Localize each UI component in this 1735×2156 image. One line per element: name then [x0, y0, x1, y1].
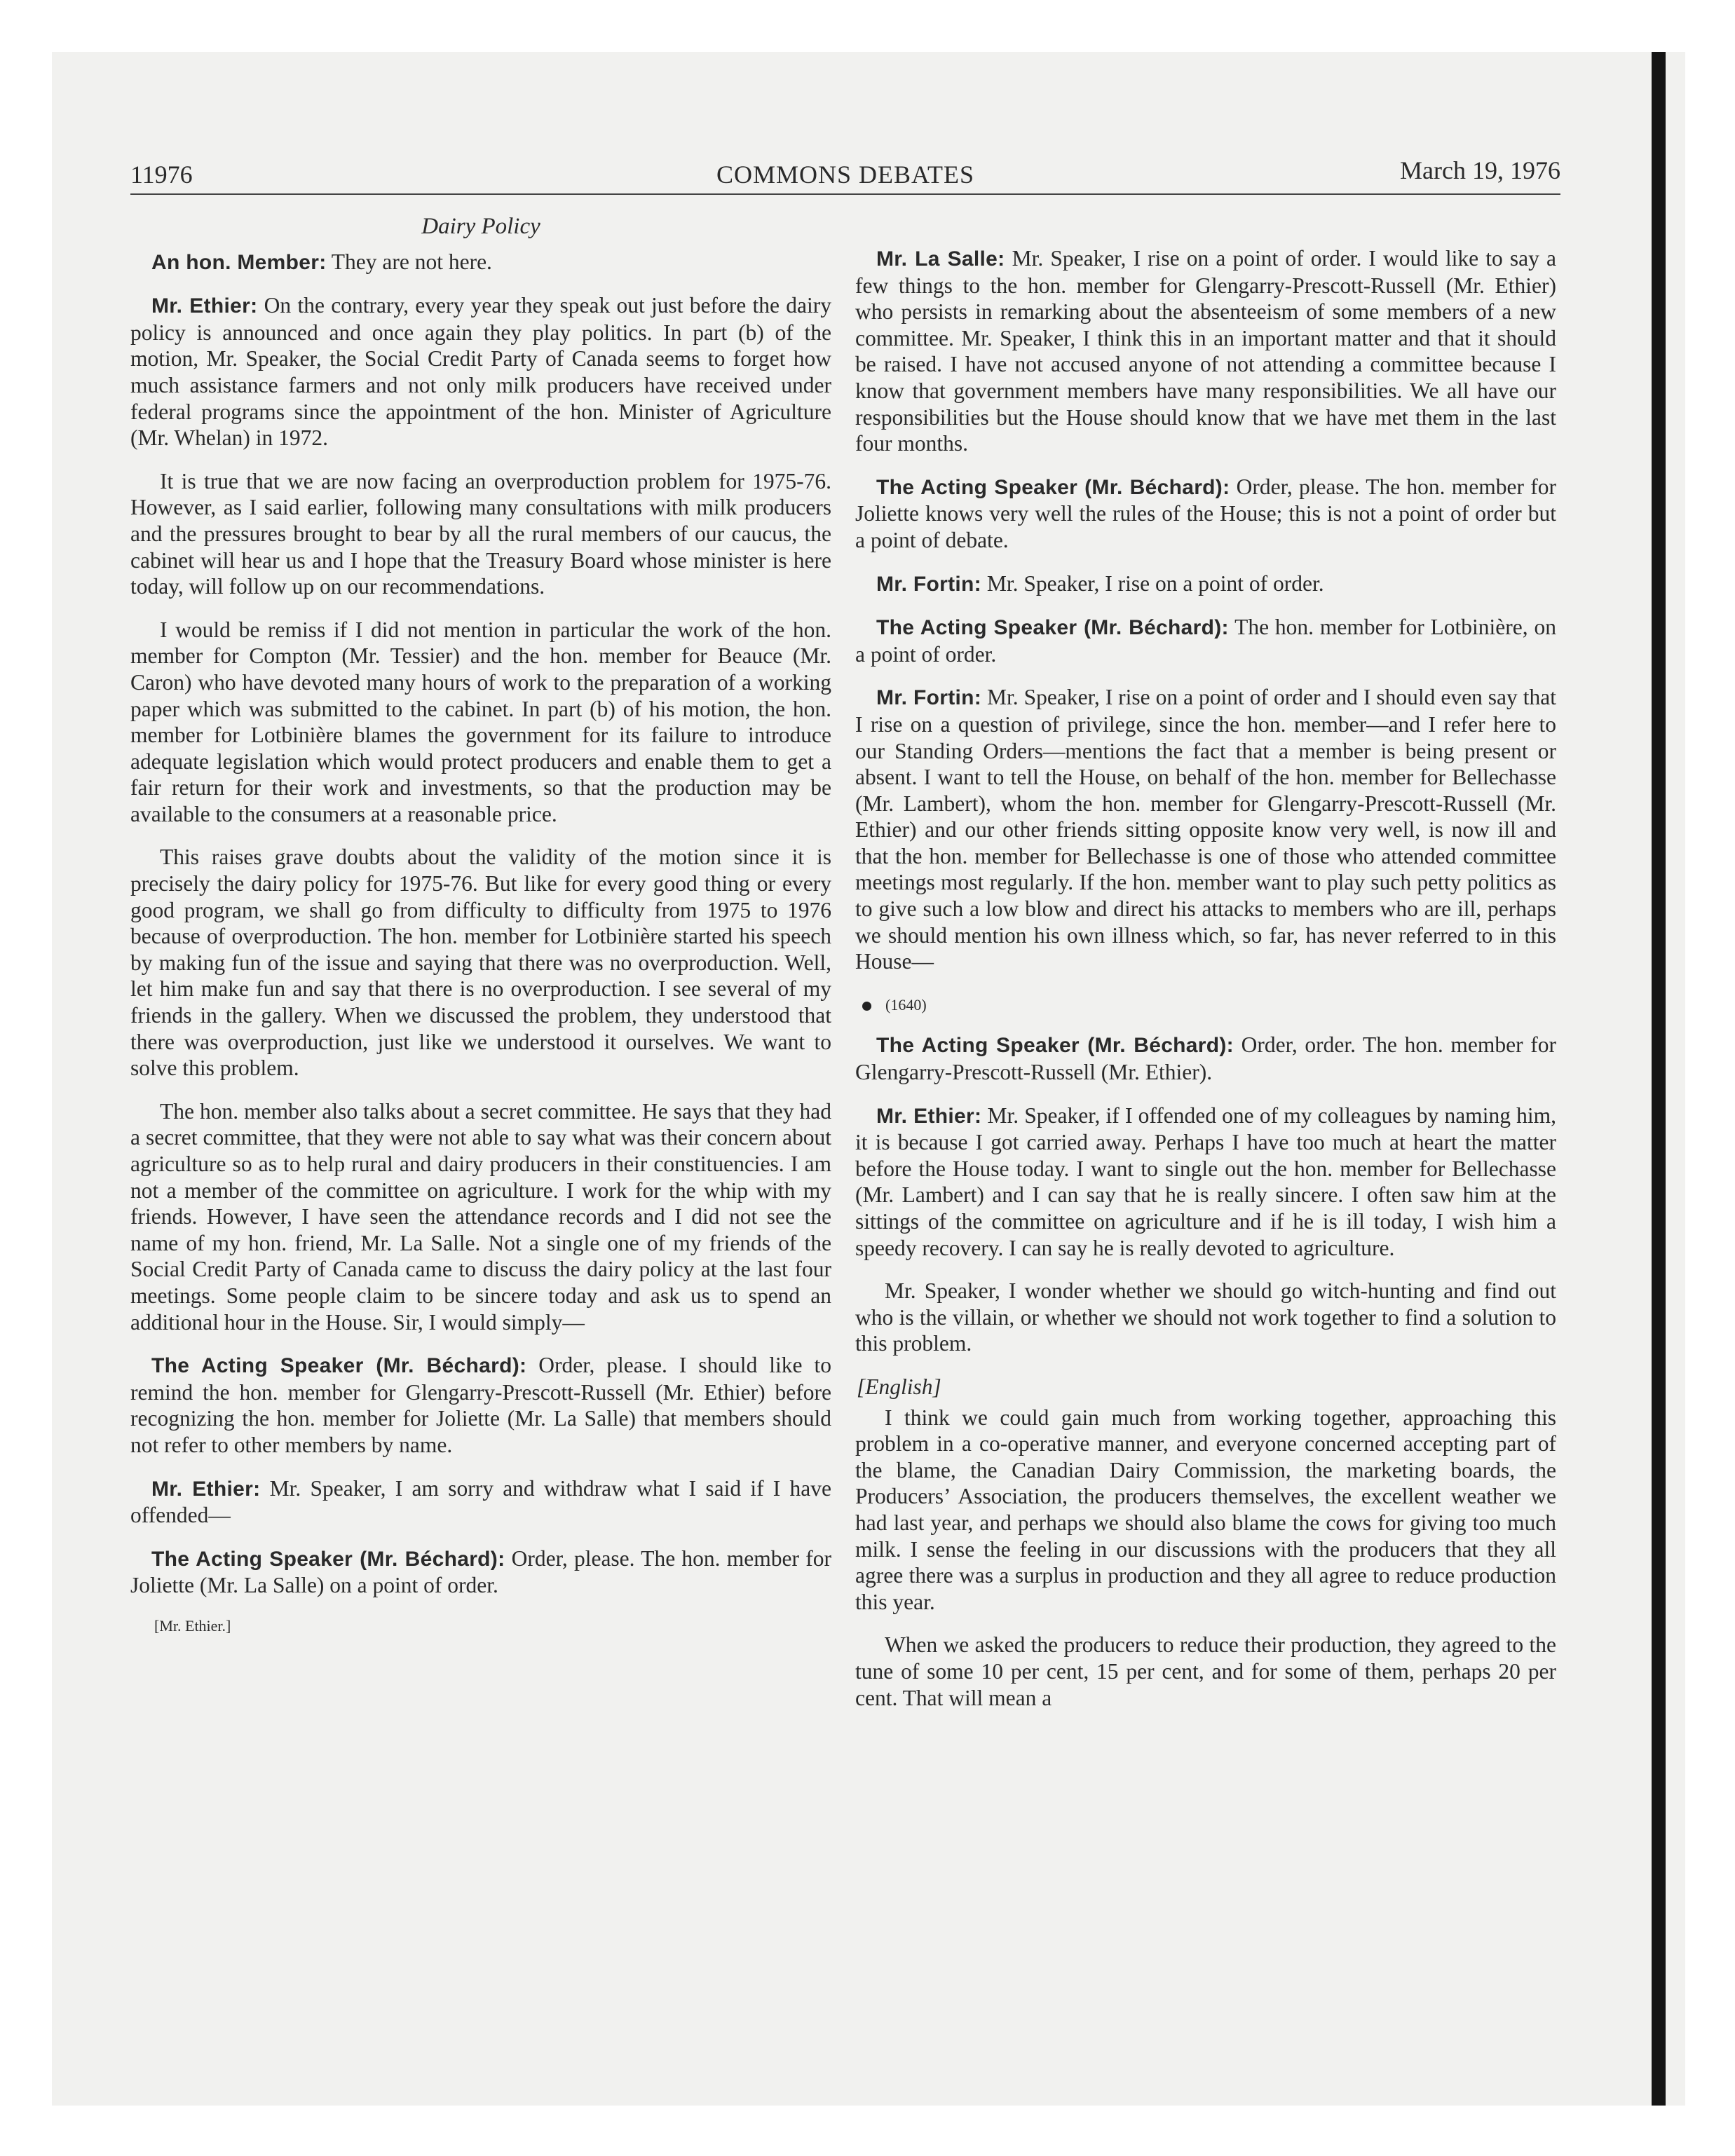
debate-paragraph: [130, 292, 831, 451]
debate-paragraph: [855, 1103, 1556, 1262]
right-paragraphs-after-tag: [855, 1405, 1556, 1712]
page-footnote: [Mr. Ethier.]: [154, 1616, 231, 1635]
speaker-name: Mr. Fortin:: [876, 572, 981, 596]
speaker-name: The Acting Speaker (Mr. Béchard):: [151, 1547, 505, 1571]
publication-title: COMMONS DEBATES: [716, 161, 975, 189]
time-marker: [855, 992, 1556, 1018]
speaker-name: The Acting Speaker (Mr. Béchard):: [876, 616, 1229, 640]
debate-paragraph: [855, 1278, 1556, 1357]
speaker-name: The Acting Speaker (Mr. Béchard):: [151, 1354, 527, 1378]
paragraph-text: The hon. member for Lotbinière, on a point of order.: [855, 615, 1556, 667]
paragraph-text: They are not here.: [326, 249, 492, 274]
paragraph-text: Order, order. The hon. member for Glengarry-Prescott-Russell (Mr. Ethier).: [855, 1032, 1556, 1085]
debate-paragraph: [130, 1546, 831, 1599]
paragraph-text: Mr. Speaker, I rise on a point of order.: [981, 571, 1324, 596]
debate-paragraph: [130, 1352, 831, 1458]
debate-paragraph: [130, 844, 831, 1081]
time-marker-text: (1640): [885, 995, 927, 1014]
right-paragraphs-after-mark: [855, 1032, 1556, 1357]
debate-paragraph: [130, 468, 831, 600]
paragraph-text: This raises grave doubts about the validity of the motion since it is precisely the dairy policy for 1975-76. But like for every good thing or every good program, we shall go from difficulty to difficulty from 1975 to 1976 because of overproduction. The hon. member for Lotbinière started his speech by making fun of the issue and saying that there was no overproduction. Well, let him make fun and say that there is no overproduction. I see several of my friends in the gallery. When we discussed the problem, they understood that there was overproduction, just like we understood it ourselves. We want to solve this problem.: [130, 845, 831, 1081]
paragraph-text: When we asked the producers to reduce their production, they agreed to the tune of some 10 per cent, 15 per cent, and for some of them, perhaps 20 per cent. That will mean a: [855, 1632, 1556, 1710]
debate-paragraph: [130, 249, 831, 276]
paragraph-text: Mr. Speaker, I rise on a point of order and I should even say that I rise on a question of privilege, since the hon. member—and I refer here to our Standing Orders—mentions the fact that a member is being present or absent. I want to tell the House, on behalf of the hon. member for Bellechasse (Mr. Lambert), whom the hon. member for Glengarry-Prescott-Russell (Mr. Ethier) and our other friends sitting opposite know very well, is now ill and that the hon. member for Bellechasse is one of those who attended committee meetings most regularly. If the hon. member want to play such petty politics as to give such a low blow and direct his attacks to members who are ill, perhaps we should mention his own illness which, so far, has never referred to in this House—: [855, 685, 1557, 974]
debate-paragraph: [855, 245, 1556, 457]
debate-paragraph: [855, 1632, 1556, 1711]
speaker-name: Mr. Ethier:: [876, 1104, 982, 1128]
left-paragraphs: [130, 249, 831, 1599]
debate-paragraph: [855, 614, 1556, 667]
speaker-name: The Acting Speaker (Mr. Béchard):: [876, 1034, 1234, 1058]
debate-paragraph: [855, 684, 1556, 975]
paragraph-text: On the contrary, every year they speak out just before the dairy policy is announced and once again they play politics. In part (b) of the motion, Mr. Speaker, the Social Credit Party of Canada seems to forget how much assistance farmers and not only milk producers have received under federal programs since the appointment of the hon. Minister of Agriculture (Mr. Whelan) in 1972.: [130, 293, 831, 451]
paragraph-text: Order, please. The hon. member for Joliette knows very well the rules of the House; this is not a point of order but a point of debate.: [855, 474, 1556, 552]
paragraph-text: I would be remiss if I did not mention in particular the work of the hon. member for Compton (Mr. Tessier) and the hon. member for Beauce (Mr. Caron) who have devoted many hours of work to the preparation of a working paper which was submitted to the cabinet. In part (b) of his motion, the hon. member for Lotbinière blames the government for its failure to introduce adequate legislation which would protect producers and enable them to get a fair return for their work and investments, so that the production may be available to the consumers at a reasonable price.: [130, 617, 831, 826]
speaker-name: Mr. La Salle:: [876, 247, 1005, 271]
speaker-name: Mr. Fortin:: [876, 686, 982, 710]
publication-date: March 19, 1976: [1400, 156, 1560, 184]
debate-paragraph: [855, 474, 1556, 554]
left-column: [130, 214, 831, 1639]
debate-paragraph: [130, 1098, 831, 1335]
page-number: 11976: [130, 161, 193, 189]
speaker-name: Mr. Ethier:: [151, 294, 258, 318]
speaker-name: Mr. Ethier:: [151, 1477, 261, 1501]
header-rule: [130, 193, 1560, 195]
right-paragraphs-before-mark: [855, 245, 1556, 975]
language-tag: [English]: [857, 1374, 941, 1399]
paragraph-text: I think we could gain much from working together, approaching this problem in a co-operative manner, and everyone concerned accepting part of the blame, the Canadian Dairy Commission, the marketing boards, the Producers’ Association, the producers themselves, the excellent weather we had last year, and perhaps we should also blame the cows for giving too much milk. I sense the feeling in our discussions with the producers that they all agree there was a surplus in production and they all agree to reduce production this year.: [855, 1405, 1556, 1614]
debate-paragraph: [130, 617, 831, 828]
debate-paragraph: [855, 1032, 1556, 1085]
debate-paragraph: [130, 1475, 831, 1529]
debate-paragraph: [855, 571, 1556, 598]
bullet-icon: [862, 1002, 871, 1011]
paragraph-text: The hon. member also talks about a secret committee. He says that they had a secret committee, that they were not able to say what was their concern about agriculture so as to help rural and dairy producers in their constituencies. I am not a member of the committee on agriculture. I work for the whip with my friends. However, I have seen the attendance records and I did not see the name of my hon. friend, Mr. La Salle. Not a single one of my friends of the Social Credit Party of Canada came to discuss the dairy policy at the last four meetings. Some people claim to be sincere today and ask us to spend an additional hour in the House. Sir, I would simply—: [130, 1098, 831, 1335]
paragraph-text: Order, please. I should like to remind the hon. member for Glengarry-Prescott-Russell (Mr. Ethier) before recognizing the hon. member for Joliette (Mr. La Salle) that members should not refer to other members by name.: [130, 1353, 831, 1457]
paragraph-text: Mr. Speaker, I wonder whether we should go witch-hunting and find out who is the villain, or whether we should not work together to find a solution to this problem.: [855, 1278, 1556, 1356]
section-title: Dairy Policy: [421, 214, 540, 239]
speaker-name: An hon. Member:: [151, 250, 327, 274]
right-column: [855, 245, 1556, 1728]
paragraph-text: Mr. Speaker, I rise on a point of order. I would like to say a few things to the hon. member for Glengarry-Prescott-Russell (Mr. Ethier) who persists in remarking about the absenteeism of some members of a new committee. Mr. Speaker, I think this in an important matter and that it should be raised. I have not accused anyone of not attending a committee because I know that government members have many responsibilities. We all have our responsibilities but the House should know that we have met them in the last four months.: [855, 246, 1556, 456]
paragraph-text: It is true that we are now facing an overproduction problem for 1975-76. However, as I said earlier, following many consultations with milk producers and the pressures brought to bear by all the rural members of our caucus, the cabinet will hear us and I hope that the Treasury Board whose minister is here today, will follow up on our recommendations.: [130, 468, 831, 599]
page-header: [130, 156, 1560, 196]
page-binding-edge: [1652, 52, 1666, 2106]
paragraph-text: Mr. Speaker, if I offended one of my colleagues by naming him, it is because I got carried away. Perhaps I have too much at heart the matter before the House today. I want to single out the hon. member for Bellechasse (Mr. Lambert) and I can say that he is really sincere. I often saw him at the sittings of the committee on agriculture and if he is ill today, I wish him a speedy recovery. I can say he is really devoted to agriculture.: [855, 1103, 1556, 1260]
speaker-name: The Acting Speaker (Mr. Béchard):: [876, 475, 1230, 499]
debate-paragraph: [855, 1405, 1556, 1616]
paragraph-text: Mr. Speaker, I am sorry and withdraw what I said if I have offended—: [130, 1475, 831, 1528]
paragraph-text: Order, please. The hon. member for Joliette (Mr. La Salle) on a point of order.: [130, 1546, 831, 1598]
